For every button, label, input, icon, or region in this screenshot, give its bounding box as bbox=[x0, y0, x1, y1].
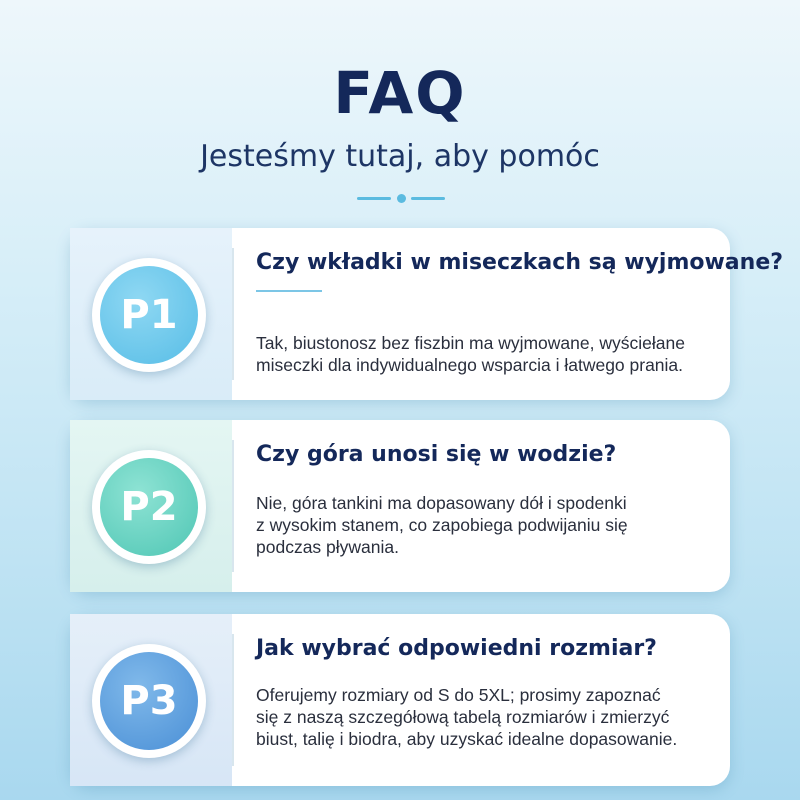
badge-circle bbox=[92, 258, 206, 372]
divider-line-right bbox=[411, 197, 445, 200]
faq-card-badge-panel bbox=[70, 228, 232, 400]
answer-line: Oferujemy rozmiary od S do 5XL; prosimy zapoznać bbox=[256, 685, 661, 705]
page-title: FAQ bbox=[333, 59, 467, 127]
question-underline bbox=[256, 290, 322, 292]
faq-card-badge-panel bbox=[70, 420, 232, 592]
faq-answer bbox=[256, 332, 718, 376]
answer-line: Nie, góra tankini ma dopasowany dół i spodenki bbox=[256, 493, 627, 513]
faq-answer bbox=[256, 492, 718, 558]
answer-line: z wysokim stanem, co zapobiega podwijaniu się bbox=[256, 515, 628, 535]
answer-line: biust, talię i biodra, aby uzyskać idealne dopasowanie. bbox=[256, 729, 678, 749]
badge-circle bbox=[92, 450, 206, 564]
faq-card-badge-panel bbox=[70, 614, 232, 786]
page-subtitle: Jesteśmy tutaj, aby pomóc bbox=[200, 139, 600, 174]
answer-line: podczas pływania. bbox=[256, 537, 399, 557]
title-divider bbox=[357, 194, 445, 202]
answer-line: miseczki dla indywidualnego wsparcia i łatwego prania. bbox=[256, 355, 684, 375]
answer-line: Tak, biustonosz bez fiszbin ma wyjmowane, wyściełane bbox=[256, 333, 685, 353]
faq-answer bbox=[256, 684, 718, 750]
badge-circle bbox=[92, 644, 206, 758]
divider-line-left bbox=[357, 197, 391, 200]
faq-question: Czy góra unosi się w wodzie? bbox=[256, 442, 617, 467]
badge-label: P2 bbox=[100, 458, 198, 556]
faq-card-p1 bbox=[70, 228, 784, 400]
faq-question: Czy wkładki w miseczkach są wyjmowane? bbox=[256, 250, 784, 275]
faq-card-p3 bbox=[70, 614, 730, 786]
faq-question: Jak wybrać odpowiedni rozmiar? bbox=[256, 636, 657, 661]
card-separator bbox=[232, 634, 234, 766]
answer-line: się z naszą szczegółową tabelą rozmiarów i zmierzyć bbox=[256, 707, 670, 727]
card-separator bbox=[232, 440, 234, 572]
faq-card-p2 bbox=[70, 420, 730, 592]
badge-label: P1 bbox=[100, 266, 198, 364]
card-separator bbox=[232, 248, 234, 380]
page-header bbox=[0, 58, 800, 176]
badge-label: P3 bbox=[100, 652, 198, 750]
divider-dot bbox=[397, 194, 406, 203]
